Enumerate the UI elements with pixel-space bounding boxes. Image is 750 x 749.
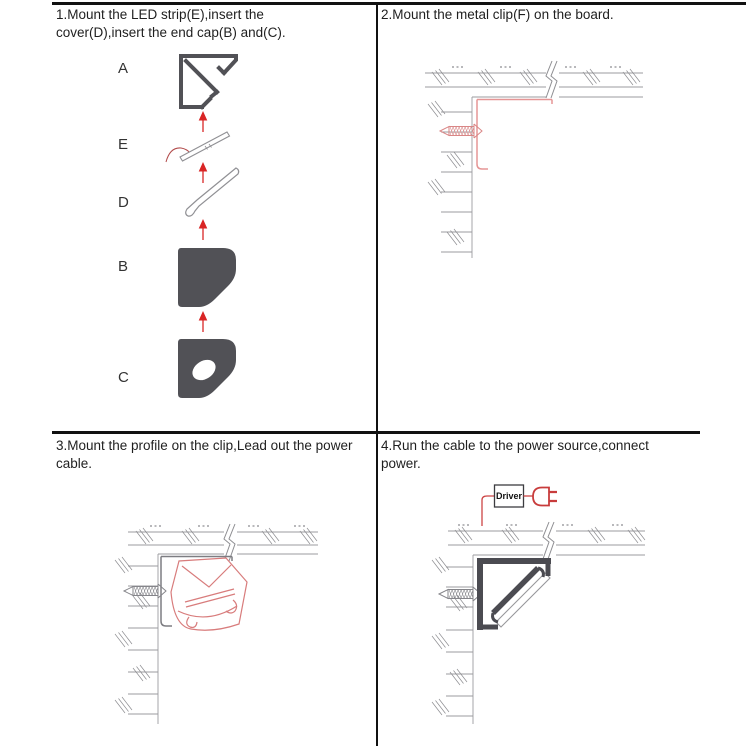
- metal-clip-f: [477, 100, 552, 170]
- screw-icon: [440, 124, 482, 138]
- mounted-profile: [477, 558, 551, 630]
- ceiling-board: [425, 73, 643, 97]
- end-cap-b: [178, 248, 236, 307]
- screw-icon: [439, 587, 481, 601]
- profile-highlight-red: [171, 558, 247, 630]
- wall-board: [128, 554, 158, 724]
- cover-d: [186, 168, 239, 216]
- part-label-d: D: [118, 194, 129, 211]
- wall-board: [446, 555, 473, 724]
- profile-a-cross-section: [181, 56, 236, 107]
- led-strip-e: [166, 132, 230, 162]
- end-cap-c: [178, 339, 236, 398]
- up-arrow-icon: [199, 111, 208, 132]
- up-arrow-icon: [199, 311, 208, 332]
- step4-power-connection-diagram: [432, 485, 645, 724]
- driver-box-label: Driver: [495, 491, 522, 501]
- plug-icon: [533, 488, 557, 506]
- step2-clip-mounting-diagram: [425, 60, 643, 258]
- step1-exploded-view-diagram: [166, 56, 239, 398]
- step-3-title: 3.Mount the profile on the clip,Lead out the power cable.: [56, 438, 353, 471]
- up-arrow-icon: [199, 162, 208, 183]
- step-1-title: 1.Mount the LED strip(E),insert the cover(D),insert the end cap(B) and(C).: [56, 7, 286, 40]
- step-2-title: 2.Mount the metal clip(F) on the board.: [381, 7, 614, 22]
- part-label-a: A: [118, 60, 129, 77]
- up-arrow-icon: [199, 219, 208, 240]
- step-4-title: 4.Run the cable to the power source,connect power.: [381, 438, 649, 471]
- part-label-c: C: [118, 369, 129, 386]
- wall-board: [441, 97, 472, 258]
- part-label-b: B: [118, 258, 129, 275]
- part-label-e: E: [118, 136, 129, 153]
- step3-profile-mounting-diagram: [115, 523, 318, 724]
- ceiling-board: [128, 532, 318, 554]
